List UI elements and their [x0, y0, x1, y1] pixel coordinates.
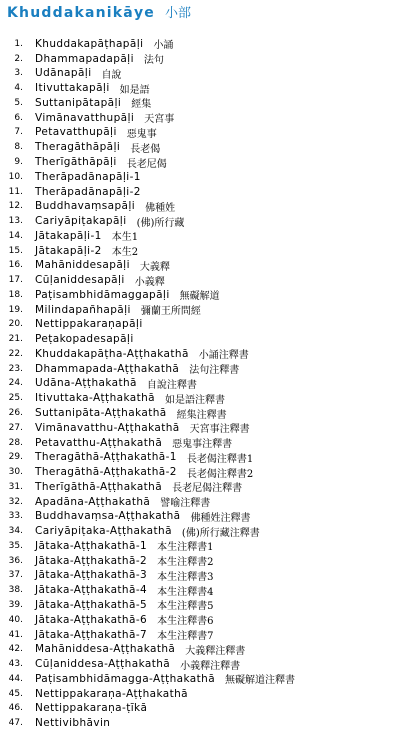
item-chinese-title: 自說注釋書 — [146, 380, 197, 391]
item-chinese-title: (佛)所行藏 — [136, 217, 185, 229]
list-item[interactable] — [0, 51, 400, 66]
item-number: 34. — [8, 526, 23, 537]
item-chinese-title: (佛)所行藏注釋書 — [181, 527, 260, 539]
item-number: 24. — [8, 378, 23, 389]
item-chinese-title: 長老尼偈注釋書 — [172, 483, 243, 495]
item-number: 20. — [8, 319, 23, 330]
item-link[interactable]: Nettippakaraṇapāḷi — [35, 318, 143, 331]
item-number: 14. — [8, 230, 23, 241]
item-chinese-title: 天宮事 — [144, 114, 175, 126]
item-number: 18. — [8, 289, 23, 300]
list-item[interactable] — [0, 627, 400, 642]
list-item[interactable] — [0, 199, 400, 214]
item-link[interactable]: Jātaka-Aṭṭhakathā-3 — [35, 569, 148, 582]
book-list — [0, 37, 400, 731]
item-number: 3. — [14, 68, 23, 79]
item-number: 13. — [8, 216, 23, 227]
list-item[interactable] — [0, 539, 400, 554]
item-link[interactable]: Dhammapada-Aṭṭhakathā — [35, 362, 180, 375]
list-item[interactable] — [0, 716, 400, 731]
list-item[interactable] — [0, 568, 400, 583]
item-chinese-title: 如是語 — [119, 84, 150, 96]
item-number: 37. — [8, 570, 23, 581]
page-title: Khuddakanikāye — [7, 5, 155, 21]
item-number: 42. — [8, 644, 23, 655]
item-link[interactable]: Vimānavatthu-Aṭṭhakathā — [35, 421, 180, 434]
item-number: 1. — [14, 38, 23, 49]
item-link[interactable]: Jātaka-Aṭṭhakathā-4 — [35, 584, 148, 597]
item-number: 44. — [8, 673, 23, 684]
item-link[interactable]: Udāna-Aṭṭhakathā — [35, 377, 137, 390]
list-item[interactable] — [0, 332, 400, 347]
item-number: 22. — [8, 348, 23, 359]
item-chinese-title: 小義釋 — [134, 276, 165, 288]
item-number: 16. — [8, 260, 23, 271]
item-link[interactable]: Therāpadānapāḷi-1 — [35, 170, 141, 183]
list-item[interactable] — [0, 598, 400, 613]
list-item[interactable] — [0, 406, 400, 421]
page-subtitle: 小部 — [164, 6, 191, 21]
list-item[interactable] — [0, 494, 400, 509]
item-chinese-title: 本生注釋書2 — [157, 557, 214, 569]
item-number: 10. — [8, 171, 23, 182]
item-link[interactable]: Buddhavaṃsapāḷi — [35, 200, 136, 213]
item-chinese-title: 長老尼偈 — [126, 158, 167, 170]
list-item[interactable] — [0, 37, 400, 52]
item-number: 2. — [14, 53, 23, 64]
list-item[interactable] — [0, 435, 400, 450]
item-link[interactable]: Jātaka-Aṭṭhakathā-7 — [35, 628, 148, 641]
item-number: 21. — [8, 334, 23, 345]
item-link[interactable]: Therāpadānapāḷi-2 — [35, 185, 141, 198]
item-chinese-title: 惡鬼事注釋書 — [172, 439, 233, 451]
item-number: 31. — [8, 481, 23, 492]
item-link[interactable]: Theragāthā-Aṭṭhakathā-2 — [35, 466, 177, 479]
item-link[interactable]: Therīgāthā-Aṭṭhakathā — [35, 480, 163, 493]
list-item[interactable] — [0, 479, 400, 494]
item-chinese-title: 如是語注釋書 — [165, 394, 225, 406]
list-item[interactable] — [0, 657, 400, 672]
item-link[interactable]: Khuddakapāṭhapāḷi — [35, 37, 144, 50]
item-link[interactable]: Petavatthupāḷi — [35, 126, 117, 139]
list-item[interactable] — [0, 420, 400, 435]
item-number: 6. — [14, 112, 23, 123]
item-number: 15. — [8, 245, 23, 256]
item-number: 4. — [14, 83, 23, 94]
item-chinese-title: 本生1 — [111, 232, 139, 244]
list-item[interactable] — [0, 376, 400, 391]
item-number: 8. — [14, 142, 23, 153]
item-link[interactable]: Jātaka-Aṭṭhakathā-6 — [35, 613, 148, 626]
item-number: 29. — [8, 452, 23, 463]
item-link[interactable]: Jātaka-Aṭṭhakathā-1 — [35, 539, 148, 552]
page-header — [7, 2, 191, 22]
list-item[interactable] — [0, 391, 400, 406]
item-link[interactable]: Therīgāthāpāḷi — [35, 156, 117, 168]
item-chinese-title: 法句 — [143, 55, 164, 67]
item-number: 43. — [8, 659, 23, 670]
item-chinese-title: 天宮事注釋書 — [189, 424, 250, 436]
item-chinese-title: 佛種姓注釋書 — [190, 512, 251, 524]
item-chinese-title: 本生注釋書1 — [157, 542, 214, 554]
item-link[interactable]: Theragāthāpāḷi — [35, 141, 121, 154]
list-item[interactable] — [0, 302, 400, 317]
item-chinese-title: 無礙解道注釋書 — [225, 675, 296, 687]
item-number: 32. — [8, 496, 23, 507]
item-chinese-title: 本生注釋書4 — [157, 586, 214, 598]
item-chinese-title: 本生注釋書3 — [157, 571, 214, 583]
item-number: 45. — [8, 688, 23, 699]
item-number: 23. — [8, 363, 23, 374]
item-chinese-title: 小義釋注釋書 — [180, 660, 241, 672]
list-item[interactable] — [0, 583, 400, 598]
item-chinese-title: 彌蘭王所問經 — [140, 306, 201, 318]
item-link[interactable]: Cūḷaniddesa-Aṭṭhakathā — [35, 658, 171, 671]
item-number: 11. — [8, 186, 23, 197]
item-link[interactable]: Cariyāpiṭakapāḷi — [35, 215, 127, 228]
list-item[interactable] — [0, 81, 400, 96]
list-item[interactable] — [0, 140, 400, 155]
item-chinese-title: 本生注釋書7 — [157, 631, 214, 643]
list-item[interactable] — [0, 243, 400, 258]
list-item[interactable] — [0, 553, 400, 568]
item-link[interactable]: Jātakapāḷi-2 — [35, 244, 102, 257]
item-number: 27. — [8, 422, 23, 433]
item-link[interactable]: Milindapañhapāḷi — [35, 303, 131, 316]
item-chinese-title: 法句注釋書 — [189, 365, 240, 377]
list-item[interactable] — [0, 612, 400, 627]
list-item[interactable] — [0, 465, 400, 480]
item-number: 12. — [8, 201, 23, 212]
list-item[interactable] — [0, 155, 400, 170]
list-item[interactable] — [0, 509, 400, 524]
item-number: 40. — [8, 614, 23, 625]
item-chinese-title: 佛種姓 — [145, 202, 176, 214]
item-chinese-title: 本生注釋書5 — [157, 601, 214, 613]
item-link[interactable]: Suttanipāta-Aṭṭhakathā — [35, 407, 167, 420]
item-link[interactable]: Jātaka-Aṭṭhakathā-2 — [35, 554, 148, 567]
item-link[interactable]: Petavatthu-Aṭṭhakathā — [35, 436, 163, 449]
item-link[interactable]: Jātakapāḷi-1 — [35, 229, 102, 242]
item-number: 7. — [14, 127, 23, 138]
item-number: 47. — [8, 718, 23, 729]
item-chinese-title: 本生2 — [111, 247, 139, 259]
item-link[interactable]: Cūḷaniddesapāḷi — [35, 274, 125, 287]
item-chinese-title: 小誦注釋書 — [198, 350, 249, 362]
item-link[interactable]: Nettippakaraṇa-ṭīkā — [35, 702, 148, 715]
item-link[interactable]: Mahāniddesapāḷi — [35, 259, 130, 272]
item-number: 41. — [8, 629, 23, 640]
item-link[interactable]: Nettippakaraṇa-Aṭṭhakathā — [35, 687, 189, 700]
item-number: 35. — [8, 540, 23, 551]
item-link[interactable]: Peṭakopadesapāḷi — [35, 333, 134, 346]
list-item[interactable] — [0, 214, 400, 229]
item-number: 46. — [8, 703, 23, 714]
list-item[interactable] — [0, 110, 400, 125]
list-item[interactable] — [0, 258, 400, 273]
list-item[interactable] — [0, 450, 400, 465]
item-link[interactable]: Suttanipātapāḷi — [35, 96, 122, 109]
list-item[interactable] — [0, 347, 400, 362]
list-item[interactable] — [0, 361, 400, 376]
item-number: 9. — [14, 157, 23, 167]
item-chinese-title: 譬喻注釋書 — [160, 498, 211, 510]
list-item[interactable] — [0, 701, 400, 716]
list-item[interactable] — [0, 671, 400, 686]
list-item[interactable] — [0, 273, 400, 288]
item-number: 33. — [8, 511, 23, 522]
item-link[interactable]: Cariyāpiṭaka-Aṭṭhakathā — [35, 525, 172, 538]
list-item[interactable] — [0, 288, 400, 303]
item-number: 26. — [8, 408, 23, 419]
item-chinese-title: 大義釋 — [139, 261, 170, 273]
item-link[interactable]: Itivuttaka-Aṭṭhakathā — [35, 392, 155, 405]
item-chinese-title: 長老偈 — [130, 143, 161, 155]
item-number: 28. — [8, 437, 23, 448]
item-link[interactable]: Paṭisambhidāmagga-Aṭṭhakathā — [35, 672, 216, 685]
item-link[interactable]: Theragāthā-Aṭṭhakathā-1 — [35, 451, 177, 464]
item-link[interactable]: Nettivibhāvin — [35, 717, 111, 730]
item-chinese-title: 經集注釋書 — [176, 409, 227, 421]
item-chinese-title: 大義釋注釋書 — [185, 645, 246, 657]
item-link[interactable]: Buddhavaṃsa-Aṭṭhakathā — [35, 510, 181, 523]
item-number: 5. — [14, 97, 23, 108]
list-item[interactable] — [0, 524, 400, 539]
list-item[interactable] — [0, 642, 400, 657]
item-chinese-title: 長老偈注釋書1 — [186, 453, 254, 465]
item-chinese-title: 經集 — [131, 99, 152, 111]
item-chinese-title: 小誦 — [153, 40, 174, 52]
item-number: 19. — [8, 304, 23, 315]
item-chinese-title: 自說 — [101, 69, 122, 81]
item-number: 17. — [8, 275, 23, 286]
item-link[interactable]: Jātaka-Aṭṭhakathā-5 — [35, 598, 148, 611]
item-chinese-title: 惡鬼事 — [126, 128, 157, 140]
item-number: 38. — [8, 585, 23, 596]
item-number: 25. — [8, 393, 23, 404]
item-link[interactable]: Udānapāḷi — [35, 67, 92, 80]
item-link[interactable]: Apadāna-Aṭṭhakathā — [35, 495, 151, 508]
list-item[interactable] — [0, 228, 400, 243]
item-link[interactable]: Mahāniddesa-Aṭṭhakathā — [35, 643, 176, 656]
item-chinese-title: 本生注釋書6 — [157, 616, 214, 628]
list-item[interactable] — [0, 686, 400, 701]
item-link[interactable]: Itivuttakapāḷi — [35, 82, 110, 95]
item-link[interactable]: Khuddakapāṭha-Aṭṭhakathā — [35, 347, 189, 360]
item-chinese-title: 無礙解道 — [179, 291, 220, 303]
item-link[interactable]: Vimānavatthupāḷi — [35, 111, 135, 124]
list-item[interactable] — [0, 96, 400, 111]
item-number: 36. — [8, 555, 23, 566]
list-item[interactable] — [0, 66, 400, 81]
list-item[interactable] — [0, 184, 400, 199]
item-link[interactable]: Dhammapadapāḷi — [35, 52, 134, 65]
item-number: 30. — [8, 467, 23, 478]
item-link[interactable]: Paṭisambhidāmaggapāḷi — [35, 288, 170, 301]
list-item[interactable] — [0, 125, 400, 140]
list-item[interactable] — [0, 317, 400, 332]
list-item[interactable] — [0, 169, 400, 184]
item-chinese-title: 長老偈注釋書2 — [186, 468, 254, 480]
item-number: 39. — [8, 599, 23, 610]
